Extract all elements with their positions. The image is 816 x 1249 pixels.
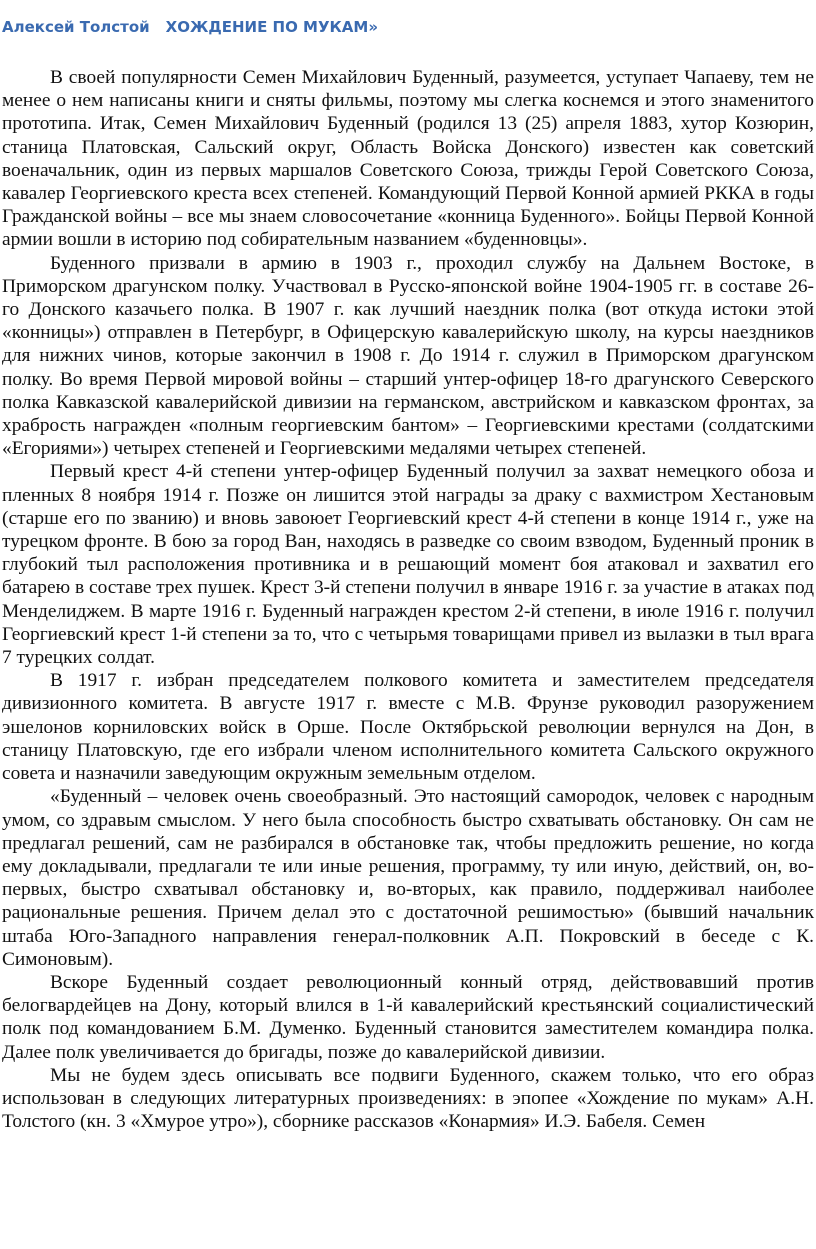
document-body <box>2 66 814 1133</box>
paragraph-6: Вскоре Буденный создает революционный конный отряд, действовавший против белогвардейцев на Дону, который влился в 1-й кавалерийский крестьянский социалистический полк под командованием Б.М. Думенко. Буденный становится заместителем командира полка. Далее полк увеличивается до бригады, позже до кавалерийской дивизии. <box>2 971 814 1063</box>
paragraph-4: В 1917 г. избран председателем полкового комитета и заместителем председателя дивизионного комитета. В августе 1917 г. вместе с М.В. Фрунзе руководил разоружением эшелонов корниловских войск в Орше. После Октябрьской революции вернулся на Дон, в станицу Платовскую, где его избрали членом исполнительного комитета Сальского окружного совета и назначили заведующим окружным земельным отделом. <box>2 670 814 785</box>
paragraph-5: «Буденный – человек очень своеобразный. Это настоящий самородок, человек с народным умом, со здравым смыслом. У него была способность быстро схватывать обстановку. Он сам не предлагал решений, сам не разбирался в обстановке так, чтобы предложить решение, но когда ему докладывали, предлагали те или иные решения, программу, ту или иную, действий, он, во-первых, быстро схватывал обстановку и, во-вторых, как правило, поддерживал наиболее рациональные решения. Причем делал это с достаточной решимостью» (бывший начальник штаба Юго-Западного направления генерал-полковник А.П. Покровский в беседе с К. Симоновым). <box>2 786 814 970</box>
paragraph-7: Мы не будем здесь описывать все подвиги Буденного, скажем только, что его образ использован в следующих литературных произведениях: в эпопее «Хождение по мукам» А.Н. Толстого (кн. 3 «Хмурое утро»), сборнике рассказов «Конармия» И.Э. Бабеля. Семен <box>2 1064 814 1133</box>
author-name: Алексей Толстой <box>2 18 150 36</box>
paragraph-3: Первый крест 4-й степени унтер-офицер Буденный получил за захват немецкого обоза и пленных 8 ноября 1914 г. Позже он лишится этой награды за драку с вахмистром Хестановым (старше его по званию) и вновь завоюет Георгиевский крест 4-й степени в конце 1914 г., уже на турецком фронте. В бою за город Ван, находясь в разведке со своим взводом, Буденный проник в глубокий тыл расположения противника и в решающий момент боя атаковал и захватил его батарею в составе трех пушек. Крест 3-й степени получил в январе 1916 г. за участие в атаках под Менделиджем. В марте 1916 г. Буденный награжден крестом 2-й степени, в июле 1916 г. получил Георгиевский крест 1-й степени за то, что с четырьмя товарищами привел из вылазки в тыл врага 7 турецких солдат. <box>2 461 814 669</box>
book-title: ХОЖДЕНИЕ ПО МУКАМ» <box>165 18 379 36</box>
paragraph-1: В своей популярности Семен Михайлович Буденный, разумеется, уступает Чапаеву, тем не менее о нем написаны книги и сняты фильмы, поэтому мы слегка коснемся и этого знаменитого прототипа. Итак, Семен Михайлович Буденный (родился 13 (25) апреля 1883, хутор Козюрин, станица Платовская, Сальский округ, Область Войска Донского) известен как советский военачальник, один из первых маршалов Советского Союза, трижды Герой Советского Союза, кавалер Георгиевского креста всех степеней. Командующий Первой Конной армией РККА в годы Гражданской войны – все мы знаем словосочетание «конница Буденного». Бойцы Первой Конной армии вошли в историю под собирательным названием «буденновцы». <box>2 67 814 251</box>
document-heading <box>2 18 378 36</box>
paragraph-2: Буденного призвали в армию в 1903 г., проходил службу на Дальнем Востоке, в Приморском драгунском полку. Участвовал в Русско-японской войне 1904-1905 гг. в составе 26-го Донского казачьего полка. В 1907 г. как лучший наездник полка (вот откуда истоки этой «конницы») отправлен в Петербург, в Офицерскую кавалерийскую школу, на курсы наездников для нижних чинов, которые закончил в 1908 г. До 1914 г. служил в Приморском драгунском полку. Во время Первой мировой войны – старший унтер-офицер 18-го драгунского Северского полка Кавказской кавалерийской дивизии на германском, австрийском и кавказском фронтах, за храбрость награжден «полным георгиевским бантом» – Георгиевскими крестами (солдатскими «Егориями») четырех степеней и Георгиевскими медалями четырех степеней. <box>2 252 814 460</box>
